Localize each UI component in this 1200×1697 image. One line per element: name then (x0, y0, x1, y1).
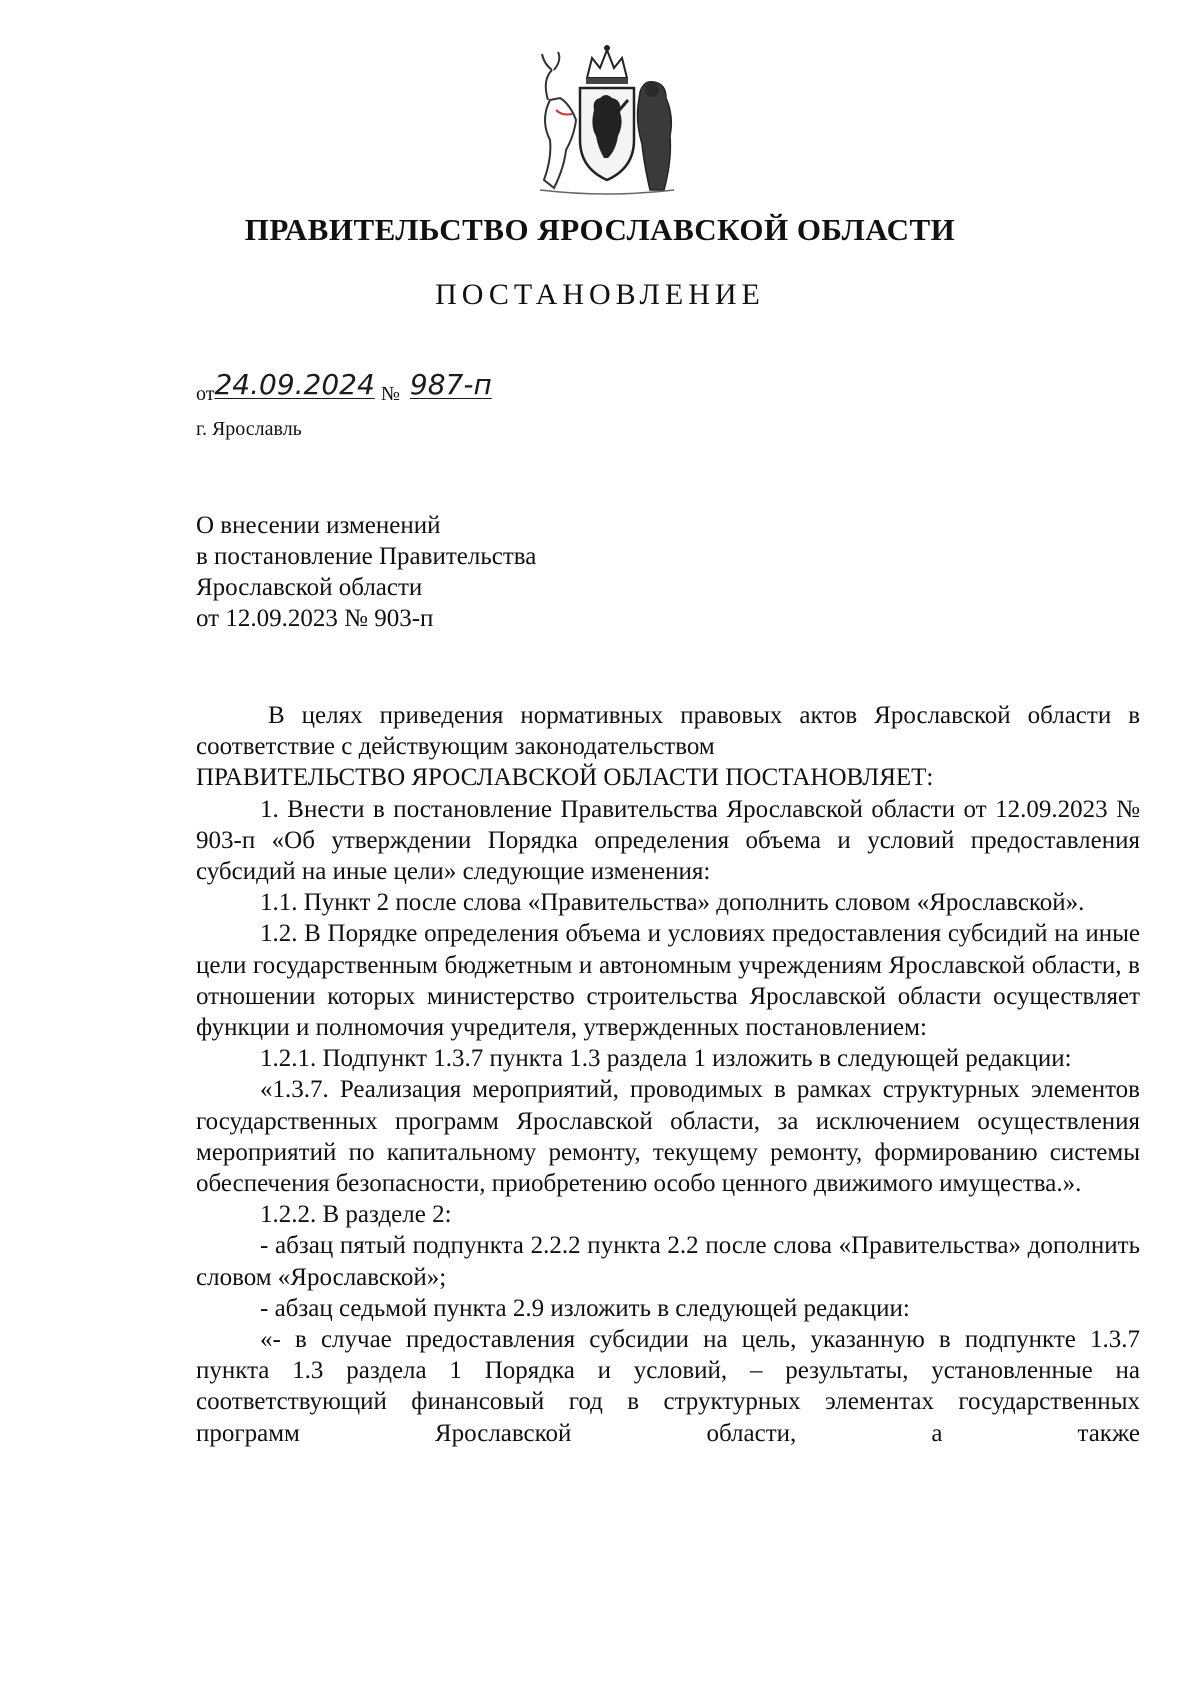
paragraph-dash-2: - абзац седьмой пункта 2.9 изложить в следующей редакции: (260, 1294, 910, 1322)
document-type: ПОСТАНОВЛЕНИЕ (435, 278, 765, 311)
paragraph-item-1-2-2: 1.2.2. В разделе 2: (260, 1201, 452, 1229)
document-number: 987-п (409, 368, 492, 401)
document-date: 24.09.2024 (214, 368, 375, 401)
subject-line: О внесении изменений (196, 512, 441, 539)
paragraph-item-1-2-1: 1.2.1. Подпункт 1.3.7 пункта 1.3 раздела 1 изложить в следующей редакции: (260, 1045, 1072, 1073)
organization-title: ПРАВИТЕЛЬСТВО ЯРОСЛАВСКОЙ ОБЛАСТИ (244, 212, 956, 247)
city: г. Ярославль (196, 418, 302, 440)
paragraph-item-1: 1. Внести в постановление Правительства Ярославской области от 12.09.2023 № 903-п «Об утверждении Порядка определения объема и условий предоставления субсидий на иные цели» следующие изменения: (196, 795, 1140, 886)
paragraph-item-1-1: 1.1. Пункт 2 после слова «Правительства» дополнить словом «Ярославской». (260, 889, 1085, 917)
paragraph-quote-results: «- в случае предоставления субсидии на цель, указанную в подпункте 1.3.7 пункта 1.3 раздела 1 Порядка и условий, – результаты, установленные на соответствующий финансовый год в структурных элементах государственных программ Ярославской области, а также (196, 1326, 1140, 1447)
paragraph-quote-1-3-7: «1.3.7. Реализация мероприятий, проводимых в рамках структурных элементов государственных программ Ярославской области, за исключением осуществления мероприятий по капитальному ремонту, текущему ремонту, формированию системы обеспечения безопасности, приобретению особо ценного движимого имущества.». (196, 1076, 1140, 1198)
date-from-label: от (196, 383, 215, 405)
document-subject (196, 510, 536, 634)
subject-line: в постановление Правительства (196, 543, 537, 570)
paragraph-preamble: В целях приведения нормативных правовых актов Ярославской области в соответствие с действующим законодательством (196, 702, 1140, 761)
date-number-line (196, 368, 492, 407)
document-body (196, 700, 1140, 1449)
yaroslavl-coat-of-arms-icon (532, 40, 682, 200)
paragraph-item-1-2: 1.2. В Порядке определения объема и условиях предоставления субсидий на иные цели государственным бюджетным и автономным учреждениям Ярославской области, в отношении которых министерство строительства Ярославской области осуществляет функции и полномочия учредителя, утвержденных постановлением: (196, 920, 1140, 1042)
paragraph-resolves: ПРАВИТЕЛЬСТВО ЯРОСЛАВСКОЙ ОБЛАСТИ ПОСТАНОВЛЯЕТ: (196, 764, 934, 792)
subject-line: Ярославской области (196, 574, 423, 601)
number-label: № (380, 383, 400, 405)
subject-line: от 12.09.2023 № 903-п (196, 605, 434, 632)
paragraph-dash-1: - абзац пятый подпункта 2.2.2 пункта 2.2 после слова «Правительства» дополнить словом «Ярославской»; (196, 1232, 1140, 1291)
